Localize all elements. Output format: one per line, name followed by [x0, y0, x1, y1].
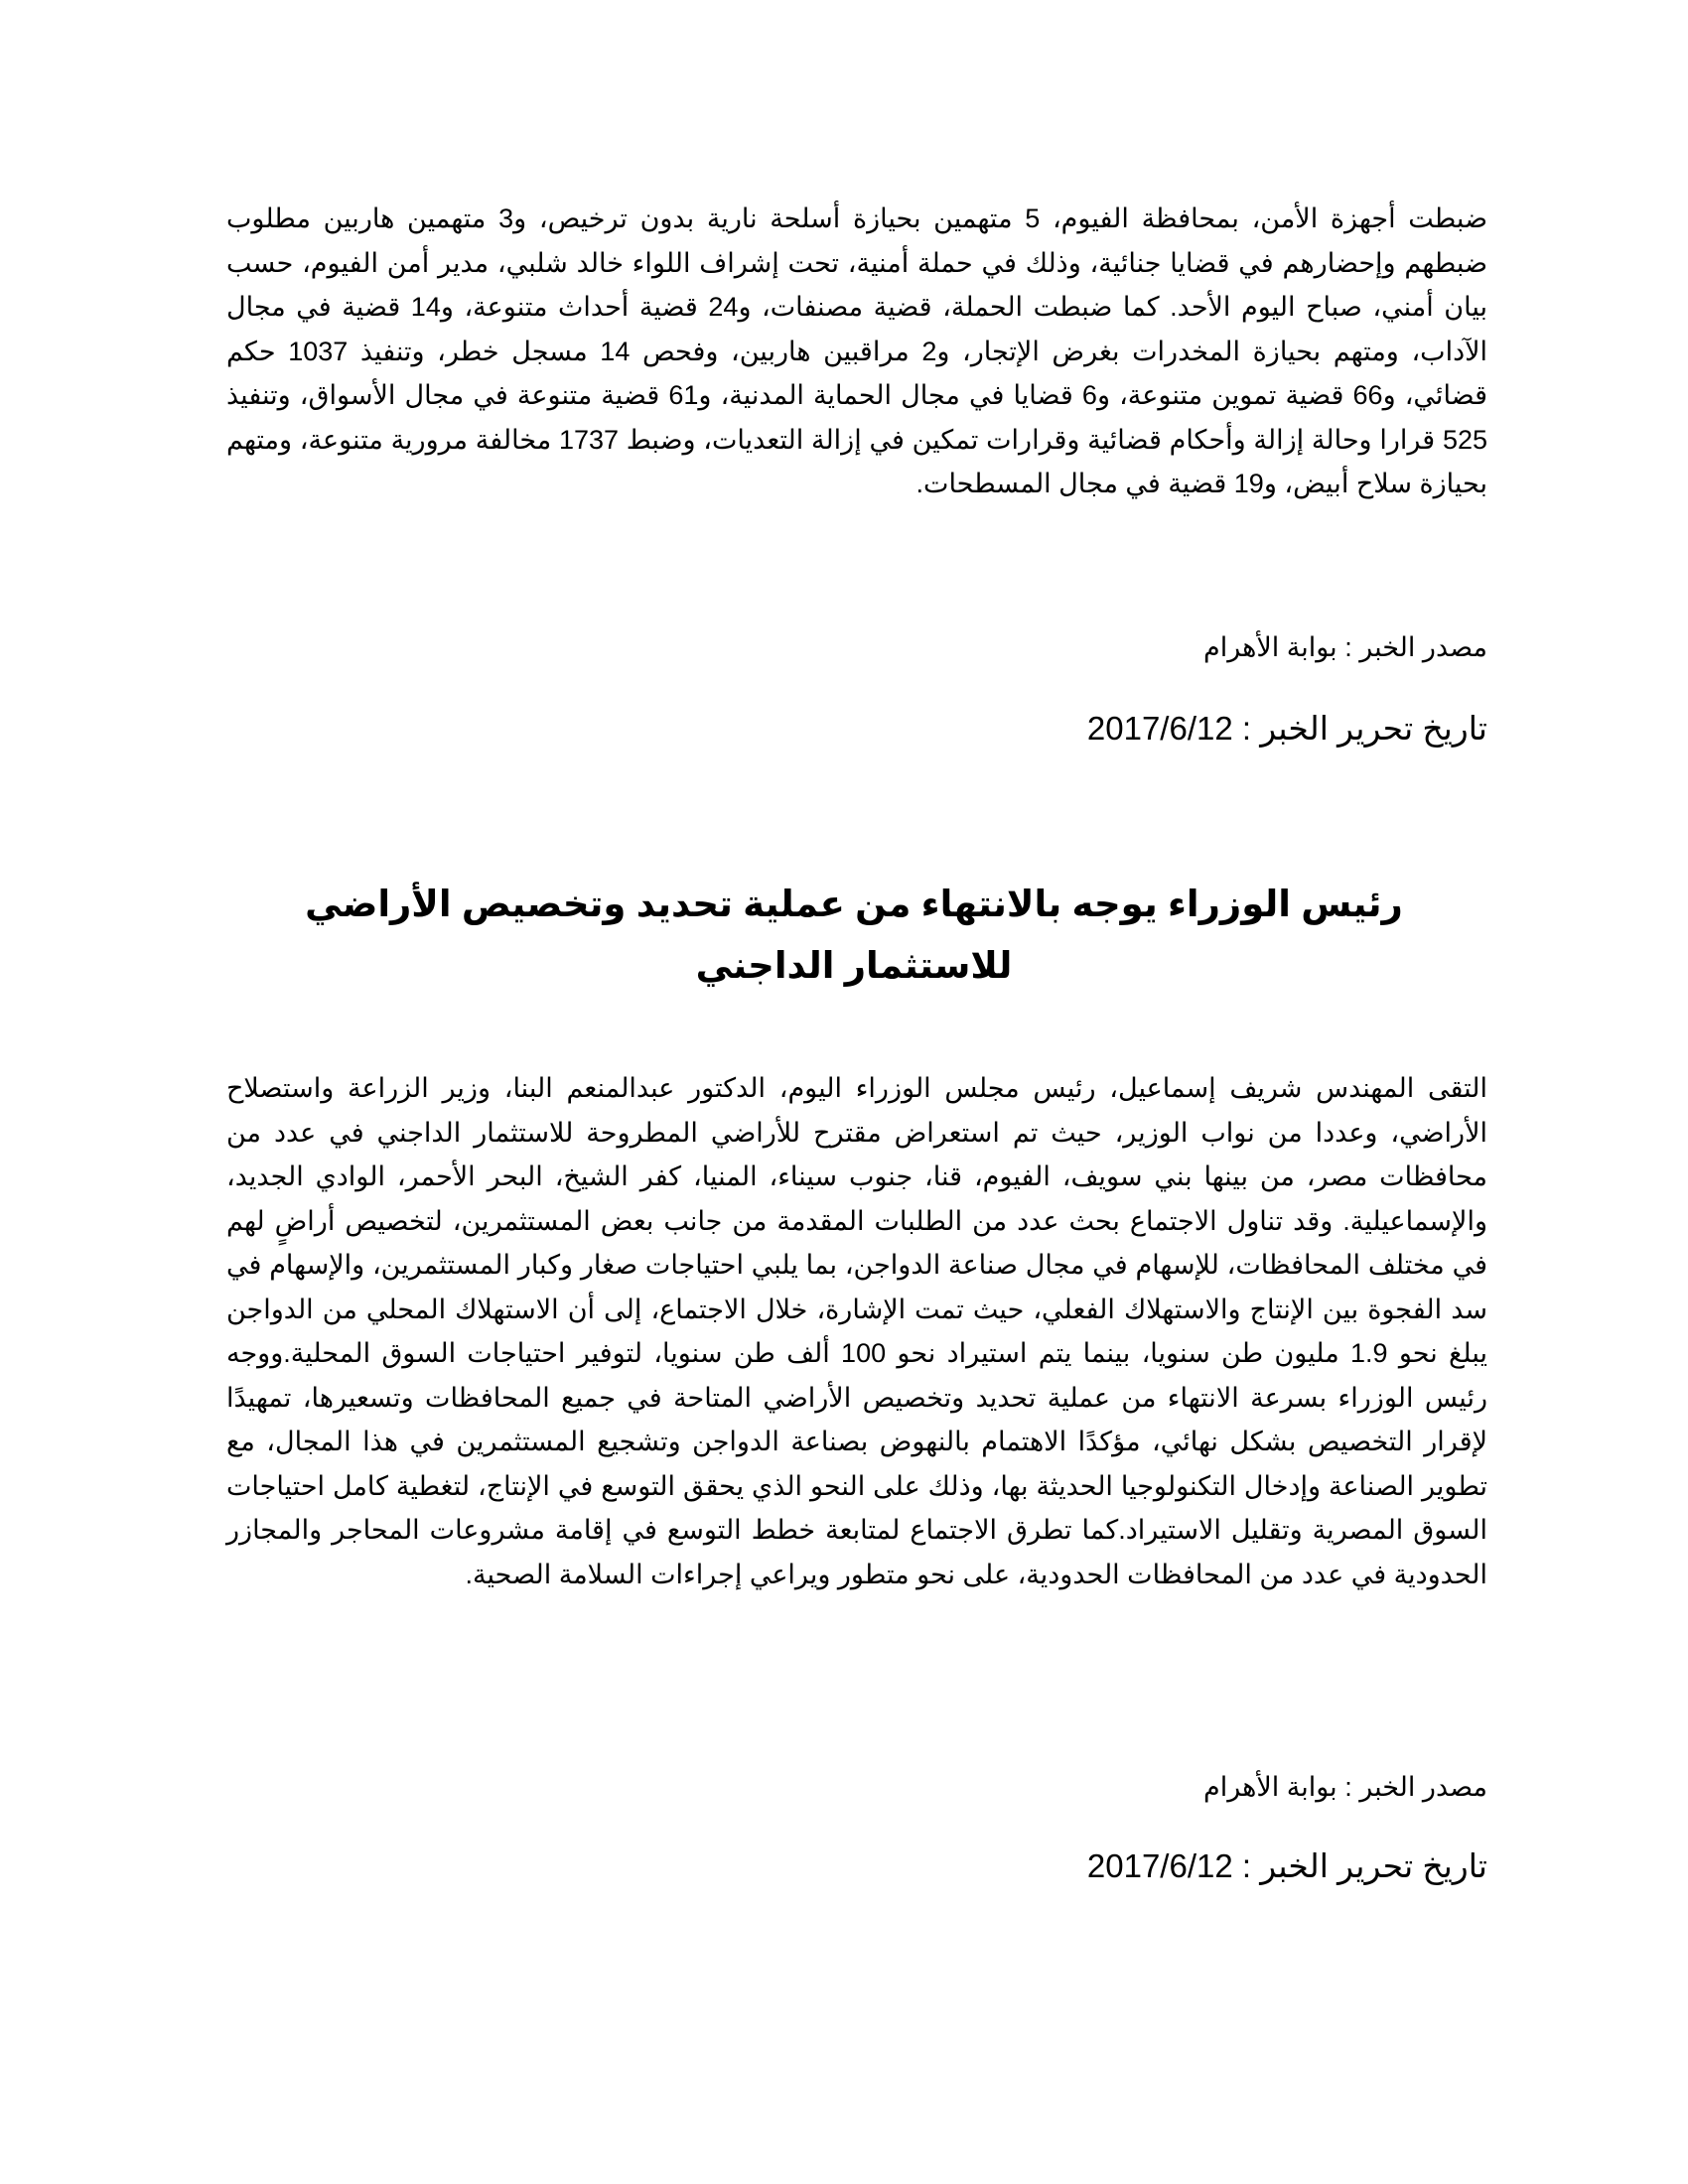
article-1-date: تاريخ تحرير الخبر : 2017/6/12 — [1086, 710, 1487, 747]
article-2-headline: رئيس الوزراء يوجه بالانتهاء من عملية تحديد وتخصيص الأراضي للاستثمار الداجني — [305, 884, 1403, 986]
article-2-date: تاريخ تحرير الخبر : 2017/6/12 — [1086, 1847, 1487, 1884]
article-1-source-block — [226, 627, 1487, 667]
article-1-date-block — [226, 707, 1487, 751]
article-2-body: التقى المهندس شريف إسماعيل، رئيس مجلس الوزراء اليوم، الدكتور عبدالمنعم البنا، وزير الزراعة واستصلاح الأراضي، وعددا من نواب الوزير، حيث تم استعراض مقترح للأراضي المطروحة للاستثمار الداجني في عدد من محافظات مصر، من بينها بني سويف، الفيوم، قنا، جنوب سيناء، المنيا، كفر الشيخ، البحر الأحمر، الوادي الجديد، والإسماعيلية. وقد تناول الاجتماع بحث عدد من الطلبات المقدمة من جانب بعض المستثمرين، لتخصيص أراضٍ لهم في مختلف المحافظات، للإسهام في مجال صناعة الدواجن، بما يلبي احتياجات صغار وكبار المستثمرين، والإسهام في سد الفجوة بين الإنتاج والاستهلاك الفعلي، حيث تمت الإشارة، خلال الاجتماع، إلى أن الاستهلاك المحلي من الدواجن يبلغ نحو 1.9 مليون طن سنويا، بينما يتم استيراد نحو 100 ألف طن سنويا، لتوفير احتياجات السوق المحلية.ووجه رئيس الوزراء بسرعة الانتهاء من عملية تحديد وتخصيص الأراضي المتاحة في جميع المحافظات وتسعيرها، تمهيدًا لإقرار التخصيص بشكل نهائي، مؤكدًا الاهتمام بالنهوض بصناعة الدواجن وتشجيع المستثمرين في هذا المجال، مع تطوير الصناعة وإدخال التكنولوجيا الحديثة بها، وذلك على النحو الذي يحقق التوسع في الإنتاج، لتغطية كامل احتياجات السوق المصرية وتقليل الاستيراد.كما تطرق الاجتماع لمتابعة خطط التوسع في إقامة مشروعات المحاجر والمجازر الحدودية في عدد من المحافظات الحدودية، على نحو متطور ويراعي إجراءات السلامة الصحية. — [226, 1073, 1487, 1589]
article-2-date-block — [226, 1844, 1487, 1888]
article-1-body: ضبطت أجهزة الأمن، بمحافظة الفيوم، 5 متهمين بحيازة أسلحة نارية بدون ترخيص، و3 متهمين هاربين مطلوب ضبطهم وإحضارهم في قضايا جنائية، وذلك في حملة أمنية، تحت إشراف اللواء خالد شلبي، مدير أمن الفيوم، حسب بيان أمني، صباح اليوم الأحد. كما ضبطت الحملة، قضية مصنفات، و24 قضية أحداث متنوعة، و14 قضية في مجال الآداب، ومتهم بحيازة المخدرات بغرض الإتجار، و2 مراقبين هاربين، وفحص 14 مسجل خطر، وتنفيذ 1037 حكم قضائي، و66 قضية تموين متنوعة، و6 قضايا في مجال الحماية المدنية، و61 قضية متنوعة في مجال الأسواق، وتنفيذ 525 قرارا وحالة إزالة وأحكام قضائية وقرارات تمكين في إزالة التعديات، وضبط 1737 مخالفة مرورية متنوعة، ومتهم بحيازة سلاح أبيض، و19 قضية في مجال المسطحات. — [226, 204, 1488, 498]
article-2 — [226, 1066, 1487, 1596]
article-2-headline-block — [218, 874, 1489, 997]
article-1-source: مصدر الخبر : بوابة الأهرام — [1202, 632, 1487, 662]
article-1 — [226, 197, 1487, 506]
article-2-source-block — [226, 1767, 1487, 1807]
article-2-source: مصدر الخبر : بوابة الأهرام — [1202, 1772, 1487, 1802]
